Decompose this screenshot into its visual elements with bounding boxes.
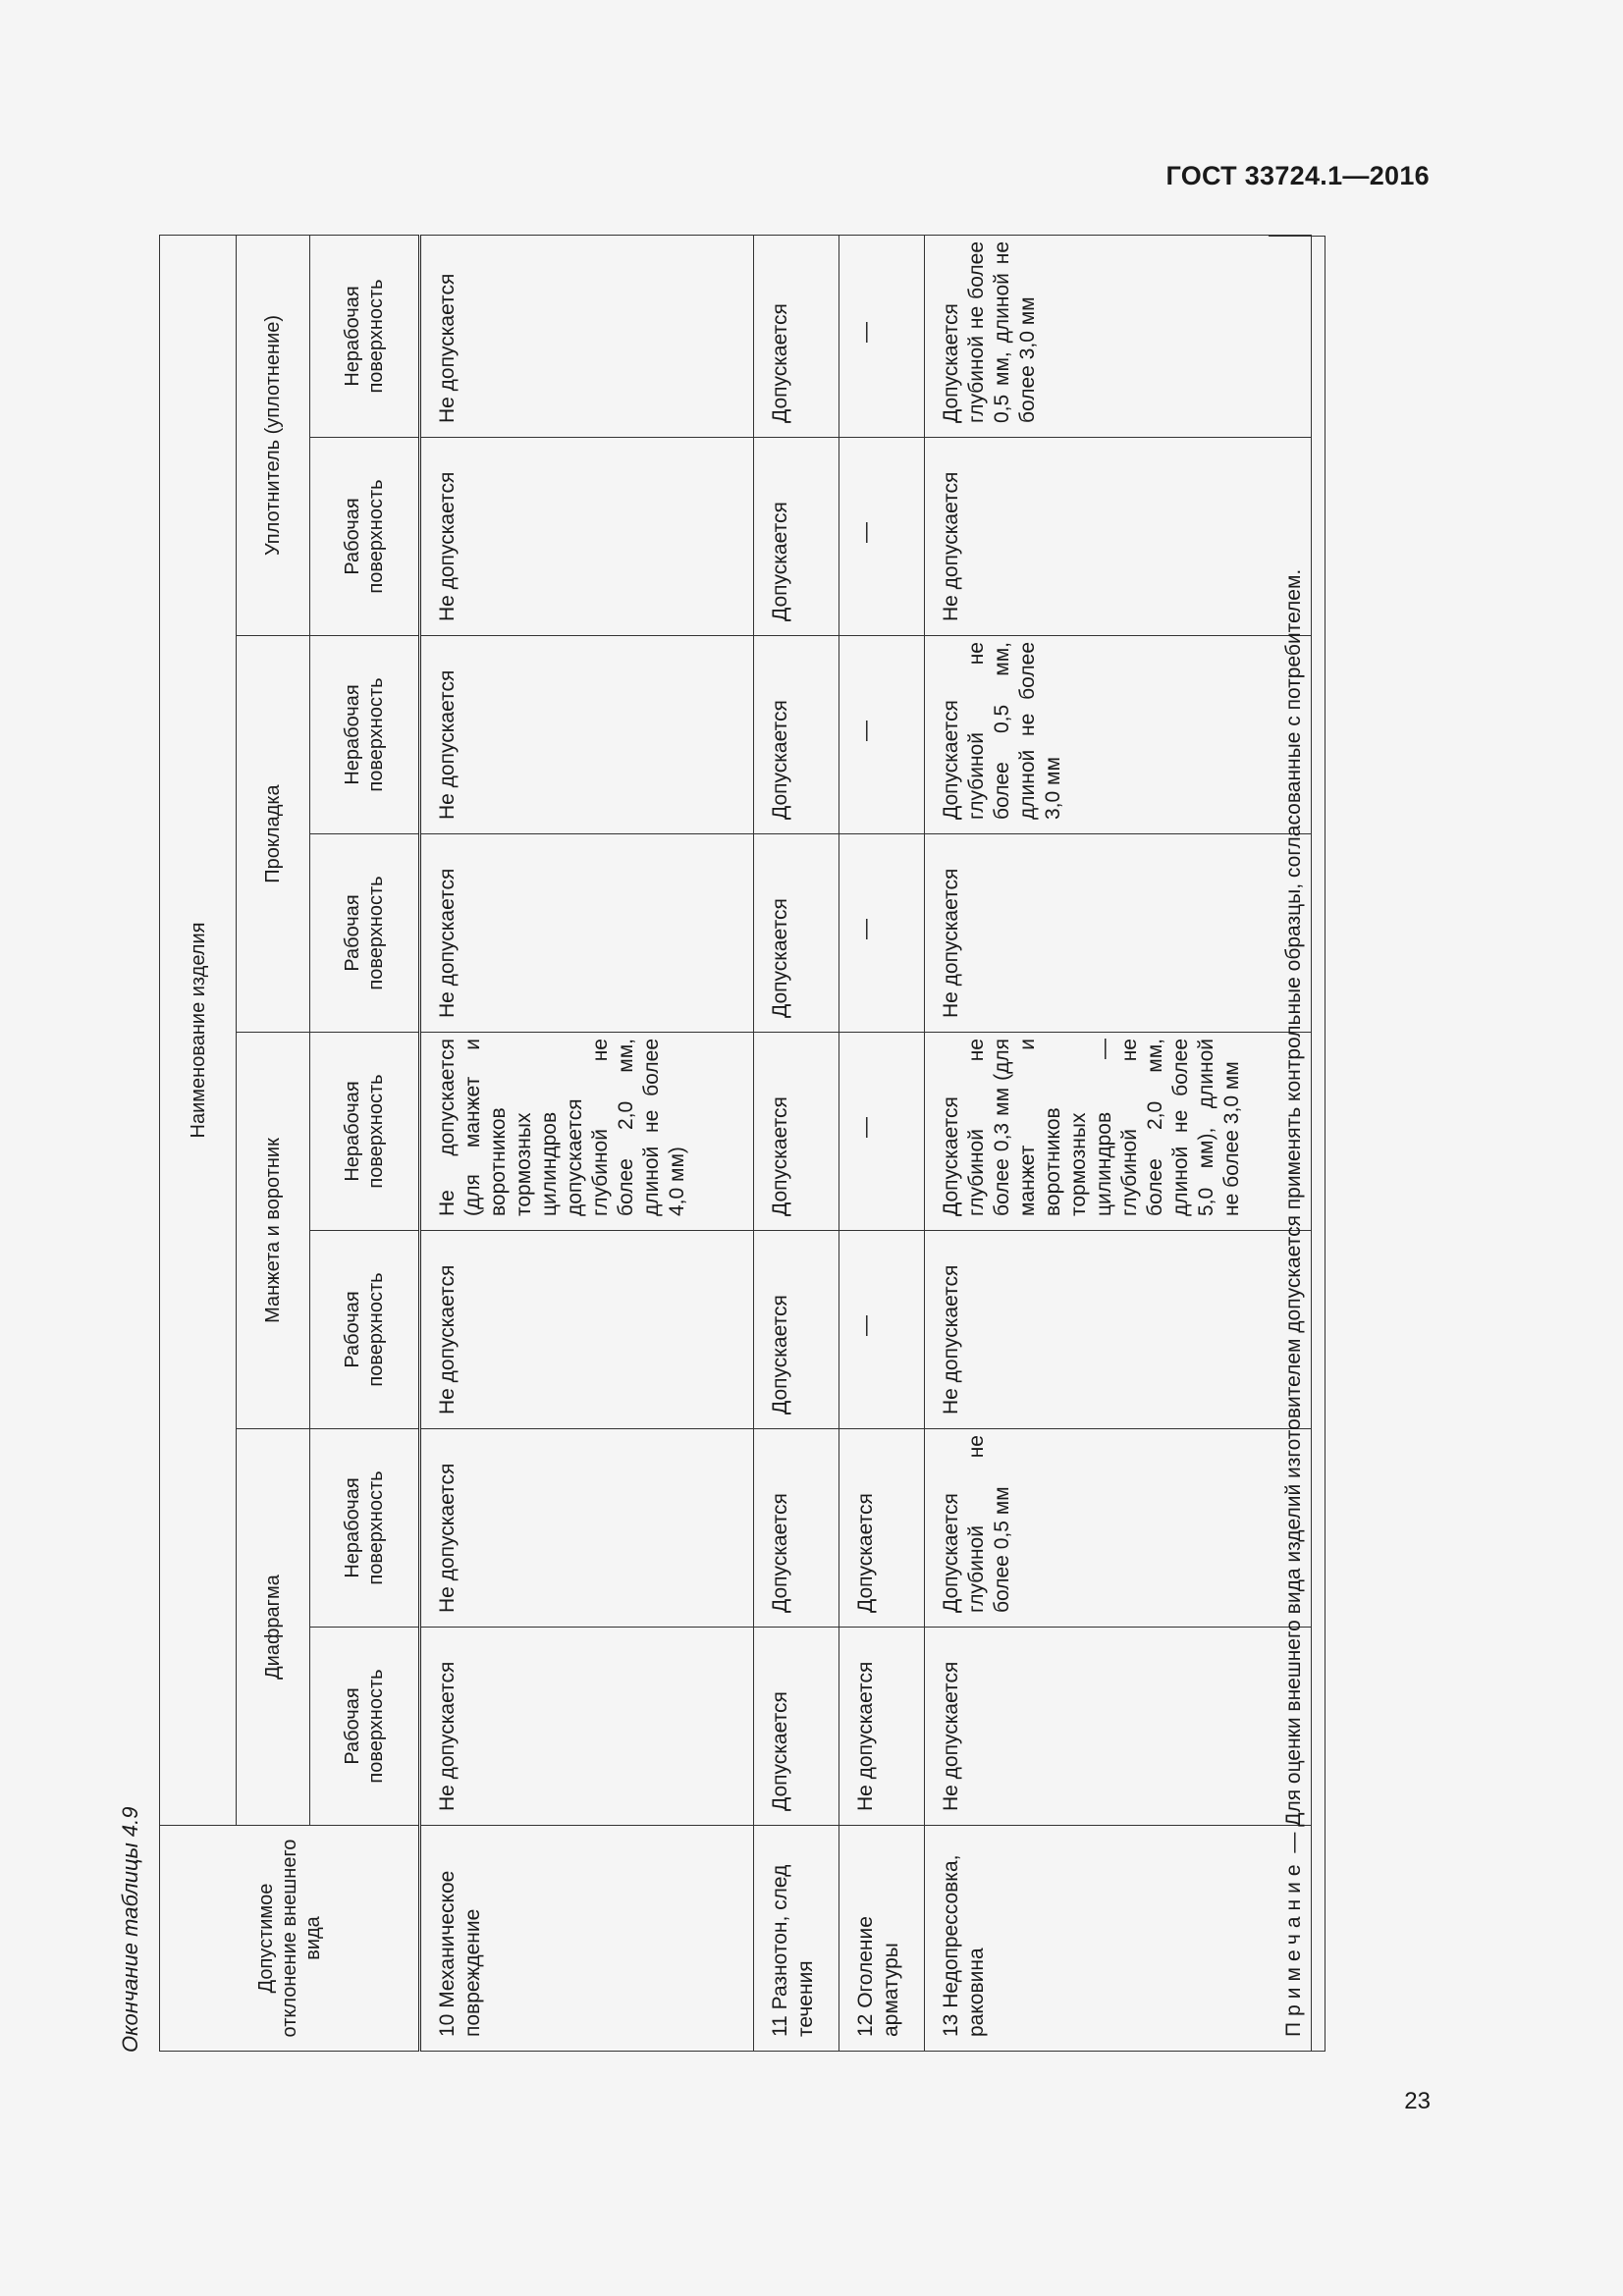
table-cell: Допускается [754, 438, 839, 636]
table-cell: Не допускается [420, 235, 754, 437]
appearance-deviation-table [159, 235, 1312, 2052]
note-text: — Для оценки внешнего вида изделий изготовителем допускается применять контрольные образцы, согласованные с потребителем. [1282, 568, 1305, 1859]
subheader-work-surface: Рабочая поверхность [310, 1231, 420, 1429]
product-header-gasket: Прокладка [237, 636, 310, 1033]
table-cell: Допускается [754, 636, 839, 834]
table-cell: Не допускается [420, 438, 754, 636]
note-label: Примечание [1282, 1858, 1305, 2037]
table-cell: Допускается глубиной не более 0,5 мм, длиной не более 3,0 мм [925, 235, 1312, 437]
table-caption: Окончание таблицы 4.9 [118, 1806, 142, 2053]
page-number: 23 [1404, 2088, 1431, 2114]
subheader-work-surface: Рабочая поверхность [310, 1628, 420, 1826]
subheader-work-surface: Рабочая поверхность [310, 438, 420, 636]
rotated-table-page [118, 239, 1332, 2055]
table-cell: Допускается [754, 1231, 839, 1429]
row-label: 13 Недопрессовка, раковина [925, 1826, 1312, 2052]
table-note [1269, 236, 1325, 2052]
table-cell: — [839, 438, 925, 636]
table-cell: Не допускается [925, 834, 1312, 1033]
standard-designation: ГОСТ 33724.1—2016 [1165, 161, 1430, 190]
table-cell: Допускается [754, 834, 839, 1033]
table-cell: Допускается [754, 235, 839, 437]
subheader-nonwork-surface: Нерабочая поверхность [310, 235, 420, 437]
table-cell: — [839, 636, 925, 834]
row-label: 10 Механическое повреждение [420, 1826, 754, 2052]
table-cell: Допускается [754, 1628, 839, 1826]
table-cell: — [839, 235, 925, 437]
column-header-deviation: Допустимое отклонение внешнего вида [160, 1826, 420, 2052]
table-cell: Не допускается [925, 1628, 1312, 1826]
table-cell: Допускается [754, 1429, 839, 1628]
table-cell: Не допускается [420, 636, 754, 834]
table-row [754, 235, 839, 2051]
table-cell: Не допускается (для манжет и воротников тормозных цилиндров допускается глубиной не более 2,0 мм, длиной не более 4,0 мм) [420, 1033, 754, 1231]
table-cell: — [839, 1033, 925, 1231]
table-row [420, 235, 754, 2051]
table-cell: Не допускается [925, 438, 1312, 636]
table-cell: Не допускается [420, 834, 754, 1033]
table-cell: Допускается глубиной не более 0,5 мм, длиной не более 3,0 мм [925, 636, 1312, 834]
table-cell: Допускается [754, 1033, 839, 1231]
table-row [925, 235, 1312, 2051]
subheader-nonwork-surface: Нерабочая поверхность [310, 1429, 420, 1628]
product-header-cuff-collar: Манжета и воротник [237, 1033, 310, 1429]
row-label: 12 Оголение арматуры [839, 1826, 925, 2052]
subheader-nonwork-surface: Нерабочая поверхность [310, 1033, 420, 1231]
table-cell: Не допускается [420, 1429, 754, 1628]
table-cell: — [839, 834, 925, 1033]
table-cell: Не допускается [839, 1628, 925, 1826]
product-header-diaphragm: Диафрагма [237, 1429, 310, 1826]
column-header-product-name: Наименование изделия [160, 235, 237, 1825]
table-cell: Не допускается [420, 1628, 754, 1826]
table-cell: — [839, 1231, 925, 1429]
table-row [839, 235, 925, 2051]
table-cell: Не допускается [925, 1231, 1312, 1429]
table-cell: Допускается глубиной не более 0,5 мм [925, 1429, 1312, 1628]
table-cell: Не допускается [420, 1231, 754, 1429]
subheader-work-surface: Рабочая поверхность [310, 834, 420, 1033]
table-cell: Допускается глубиной не более 0,3 мм (для манжет и воротников тормозных цилиндров — глубиной не более 2,0 мм, длиной не более 5,0 мм), длиной не более 3,0 мм [925, 1033, 1312, 1231]
product-header-seal: Уплотнитель (уплотнение) [237, 235, 310, 635]
subheader-nonwork-surface: Нерабочая поверхность [310, 636, 420, 834]
table-cell: Допускается [839, 1429, 925, 1628]
row-label: 11 Разнотон, след течения [754, 1826, 839, 2052]
